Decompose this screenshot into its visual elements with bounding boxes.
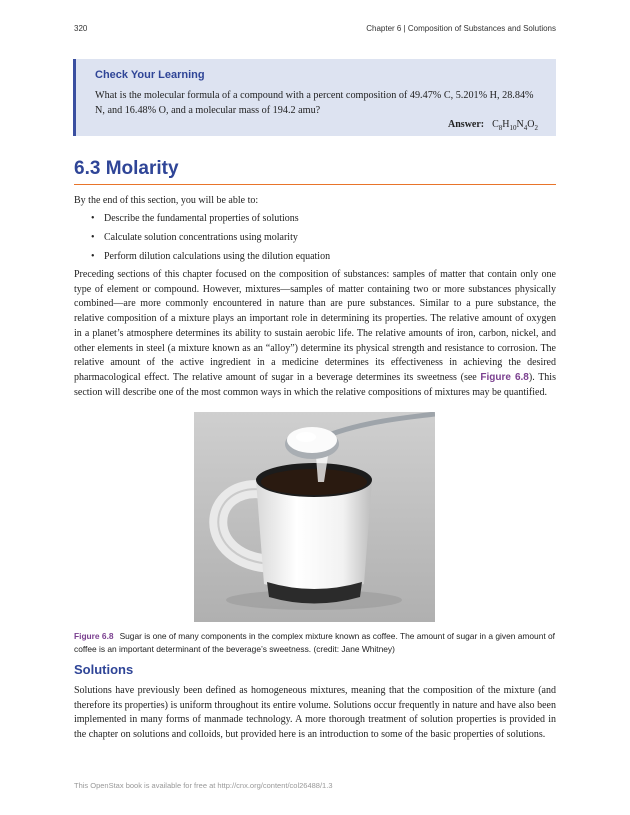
check-your-learning-box: [73, 59, 556, 136]
intro-paragraph: Preceding sections of this chapter focused on the composition of substances: samples of matter that contain only one type of element or compound. However, mixtures—samples of matter containing two or more substances physically combined—are more commonly encountered in nature than are pure substances. Similar to a pure substance, the relative composition of a mixture plays an important role in determining its properties. The relative amount of oxygen in a planet’s atmosphere determines its ability to sustain aerobic life. The relative amounts of iron, carbon, nickel, and other elements in steel (a mixture known as an “alloy”) determine its physical strength and resistance to corrosion. The relative amount of the active ingredient in a medicine determines its effectiveness in achieving the desired pharmacological effect. The relative amount of sugar in a beverage determines its sweetness (see Figure 6.8). This section will describe one of the most common ways in which the relative compositions of mixtures may be quantified.: [74, 269, 556, 398]
section-title: 6.3 Molarity: [74, 158, 179, 179]
chapter-label: Chapter 6: [366, 24, 402, 33]
figure-caption: [74, 630, 556, 655]
learning-objectives-list: [74, 213, 330, 270]
learning-objectives-intro: By the end of this section, you will be able to:: [74, 195, 259, 206]
check-your-learning-answer: [448, 119, 538, 132]
objective-item: • Calculate solution concentrations using molarity: [74, 232, 330, 251]
page-footer: This OpenStax book is available for free at http://cnx.org/content/col26488/1.3: [74, 781, 333, 790]
answer-label: Answer:: [448, 119, 485, 130]
chapter-title: Composition of Substances and Solutions: [407, 24, 556, 33]
objective-item: • Describe the fundamental properties of solutions: [74, 213, 330, 232]
figure-reference-link[interactable]: Figure 6.8: [480, 371, 529, 383]
chapter-heading: [366, 24, 556, 33]
check-your-learning-title: Check Your Learning: [95, 69, 205, 81]
check-your-learning-question: What is the molecular formula of a compound with a percent composition of 49.47% C, 5.201% H, 28.84% N, and 16.48% O, and a molecular mass of 194.2 amu?: [95, 90, 534, 116]
section-divider: [74, 184, 556, 185]
page-number: 320: [74, 24, 88, 33]
subsection-title: Solutions: [74, 662, 134, 677]
coffee-sugar-photo: [194, 412, 435, 622]
solutions-paragraph: Solutions have previously been defined as homogeneous mixtures, meaning that the composition of the mixture (and therefore its properties) is uniform throughout its entire volume. Solutions occur frequently in nature and have also been implemented in many forms of manmade technology. A more thorough treatment of solution properties is provided in the chapter on solutions and colloids, but provided here is an introduction to some of the basic properties of solutions.: [74, 685, 556, 740]
answer-formula: $C_8H_{10}N_4O_2$: [492, 119, 538, 132]
page-header: [74, 24, 556, 36]
header-separator: |: [401, 24, 408, 33]
objective-item: • Perform dilution calculations using the dilution equation: [74, 251, 330, 270]
figure-caption-text: Sugar is one of many components in the complex mixture known as coffee. The amount of sugar in a given amount of coffee is an important determinant of the beverage’s sweetness. (credit: Jane Whitney): [74, 631, 555, 654]
figure-label: Figure 6.8: [74, 631, 114, 641]
